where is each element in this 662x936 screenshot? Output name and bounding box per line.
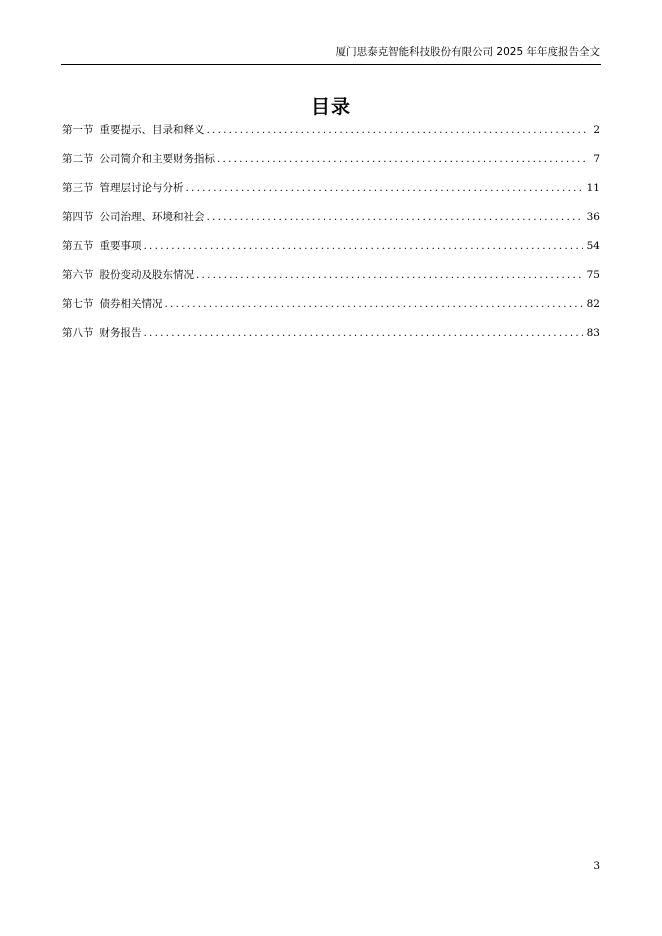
toc-leader-dots: [144, 236, 583, 256]
toc-section-title: 管理层讨论与分析: [99, 182, 184, 194]
toc-entry-1[interactable]: [62, 120, 600, 149]
toc-entry-3[interactable]: [62, 178, 600, 207]
toc-leader-dots: [144, 323, 583, 343]
toc-section-number: 第四节: [62, 211, 94, 223]
toc-leader-dots: [196, 265, 583, 285]
toc-section-title: 公司治理、环境和社会: [99, 211, 205, 223]
toc-section-number: 第三节: [62, 182, 94, 194]
toc-section-title: 重要提示、目录和释义: [99, 124, 205, 136]
toc-section-number: 第五节: [62, 240, 94, 252]
toc-leader-dots: [165, 294, 583, 314]
toc-section-title: 股份变动及股东情况: [99, 269, 194, 281]
report-header: 厦门思泰克智能科技股份有限公司 2025 年年度报告全文: [335, 46, 600, 58]
toc-section-number: 第八节: [62, 327, 94, 339]
toc-page-number: 82: [586, 298, 600, 310]
toc-entry-5[interactable]: [62, 236, 600, 265]
toc-page-number: 36: [586, 211, 600, 223]
toc-title: 目录: [310, 96, 351, 118]
toc-leader-dots: [186, 178, 583, 198]
header-divider: [61, 64, 601, 65]
page-number: 3: [593, 860, 600, 872]
toc-page-number: 11: [586, 182, 600, 194]
toc-section-title: 公司简介和主要财务指标: [99, 153, 215, 165]
toc-page-number: 54: [586, 240, 600, 252]
toc-section-number: 第一节: [62, 124, 94, 136]
toc-leader-dots: [207, 120, 590, 140]
toc-page-number: 7: [593, 153, 600, 165]
toc-page-number: 2: [593, 124, 600, 136]
toc-section-number: 第七节: [62, 298, 94, 310]
toc-section-title: 财务报告: [99, 327, 142, 339]
toc-list: [62, 120, 600, 352]
toc-leader-dots: [207, 207, 583, 227]
toc-page-number: 75: [586, 269, 600, 281]
toc-entry-7[interactable]: [62, 294, 600, 323]
toc-leader-dots: [217, 149, 589, 169]
toc-section-title: 重要事项: [99, 240, 142, 252]
toc-section-number: 第六节: [62, 269, 94, 281]
toc-entry-8[interactable]: [62, 323, 600, 352]
toc-section-number: 第二节: [62, 153, 94, 165]
toc-entry-2[interactable]: [62, 149, 600, 178]
toc-page-number: 83: [586, 327, 600, 339]
toc-section-title: 债券相关情况: [99, 298, 163, 310]
toc-entry-6[interactable]: [62, 265, 600, 294]
toc-entry-4[interactable]: [62, 207, 600, 236]
